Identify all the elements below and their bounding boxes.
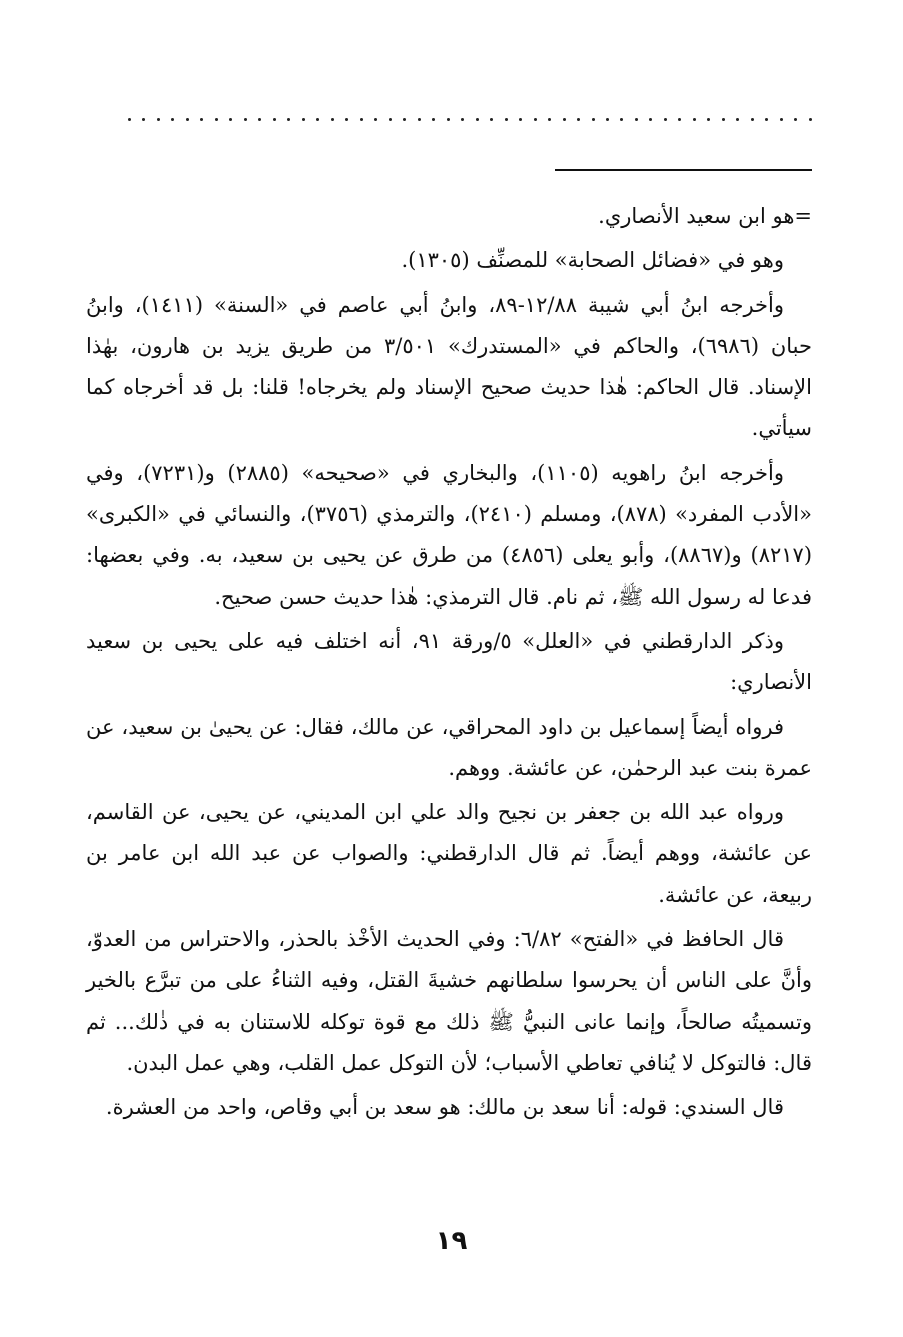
separator-dot (534, 118, 537, 121)
separator-dot (707, 118, 710, 121)
footnote-paragraph: فرواه أيضاً إسماعيل بن داود المحراقي، عن مالك، فقال: عن يحيىٰ بن سعيد، عن عمرة بنت عبد الرحمٰن، عن عائشة. ووهم. (86, 714, 812, 780)
separator-dot (142, 118, 145, 121)
separator-dot (258, 118, 261, 121)
separator-dot (794, 118, 797, 121)
separator-dot (157, 118, 160, 121)
footnote-paragraph-continuation: =هو ابن سعيد الأنصاري. (598, 204, 812, 228)
separator-dot (780, 118, 783, 121)
footnotes-block (86, 196, 812, 1132)
separator-dot (316, 118, 319, 121)
separator-dot (505, 118, 508, 121)
separator-dot (447, 118, 450, 121)
separator-dot (200, 118, 203, 121)
footnote-paragraph: وذكر الدارقطني في «العلل» ٥/ورقة ٩١، أنه اختلف فيه على يحيى بن سعيد الأنصاري: (86, 628, 812, 695)
separator-dot (751, 118, 754, 121)
separator-dot (403, 118, 406, 121)
separator-dot (186, 118, 189, 121)
separator-dot (548, 118, 551, 121)
separator-dot (476, 118, 479, 121)
separator-dot (722, 118, 725, 121)
separator-dot (736, 118, 739, 121)
footnote-paragraph: قال الحافظ في «الفتح» ٦/٨٢: وفي الحديث الأخْذ بالحذر، والاحتراس من العدوّ، وأنَّ على الناس أن يحرسوا سلطانهم خشيةَ القتل، وفيه الثناءُ على من تبرَّع بالخير وتسميتُه صالحاً، وإنما عانى النبيُّ ﷺ ذلك مع قوة توكله للاستنان به في ذٰلك... ثم قال: فالتوكل لا يُنافي تعاطي الأسباب؛ لأن التوكل عمل القلب، وهي عمل البدن. (86, 927, 812, 1075)
footnote-paragraph: قال السندي: قوله: أنا سعد بن مالك: هو سعد بن أبي وقاص، واحد من العشرة. (105, 1095, 784, 1120)
dotted-separator (128, 112, 812, 126)
separator-dot (592, 118, 595, 121)
separator-dot (563, 118, 566, 121)
separator-dot (809, 118, 812, 121)
separator-dot (215, 118, 218, 121)
footnote-paragraph: وأخرجه ابنُ راهويه (١١٠٥)، والبخاري في «صحيحه» (٢٨٨٥) و(٧٢٣١)، وفي «الأدب المفرد» (٨٧٨)، ومسلم (٢٤١٠)، والترمذي (٣٧٥٦)، والنسائي في «الكبرى» (٨٢١٧) و(٨٨٦٧)، وأبو يعلى (٤٨٥٦) من طرق عن يحيى بن سعيد، به. وفي بعضها: فدعا له رسول الله ﷺ، ثم نام. قال الترمذي: هٰذا حديث حسن صحيح. (86, 460, 813, 609)
separator-dot (490, 118, 493, 121)
separator-dot (693, 118, 696, 121)
separator-dot (418, 118, 421, 121)
separator-dot (128, 118, 131, 121)
separator-dot (765, 118, 768, 121)
separator-dot (620, 118, 623, 121)
separator-dot (244, 118, 247, 121)
separator-dot (229, 118, 232, 121)
footnote-paragraph: ورواه عبد الله بن جعفر بن نجيح والد علي ابن المديني، عن يحيى، عن القاسم، عن عائشة، ووهم أيضاً. ثم قال الدارقطني: والصواب عن عبد الله ابن عامر بن ربيعة، عن عائشة. (86, 800, 812, 907)
separator-dot (635, 118, 638, 121)
separator-dot (606, 118, 609, 121)
footnote-paragraph: وهو في «فضائل الصحابة» للمصنِّف (١٣٠٥). (401, 248, 784, 273)
separator-dot (360, 118, 363, 121)
separator-dot (432, 118, 435, 121)
separator-dot (519, 118, 522, 121)
separator-dot (374, 118, 377, 121)
separator-dot (302, 118, 305, 121)
separator-dot (273, 118, 276, 121)
separator-dot (577, 118, 580, 121)
separator-dot (389, 118, 392, 121)
separator-dot (345, 118, 348, 121)
page-number: ١٩ (435, 1226, 468, 1256)
separator-dot (649, 118, 652, 121)
separator-dot (171, 118, 174, 121)
separator-dot (287, 118, 290, 121)
separator-dot (664, 118, 667, 121)
separator-dot (331, 118, 334, 121)
footnote-rule (555, 169, 812, 171)
separator-dot (678, 118, 681, 121)
separator-dot (461, 118, 464, 121)
footnote-paragraph: وأخرجه ابنُ أبي شيبة ١٢/٨٨-٨٩، وابنُ أبي عاصم في «السنة» (١٤١١)، وابنُ حبان (٦٩٨٦)، والحاكم في «المستدرك» ٣/٥٠١ من طريق يزيد بن هارون، بهٰذا الإسناد. قال الحاكم: هٰذا حديث صحيح الإسناد ولم يخرجاه! قلنا: بل قد أخرجاه كما سيأتي. (86, 292, 812, 441)
